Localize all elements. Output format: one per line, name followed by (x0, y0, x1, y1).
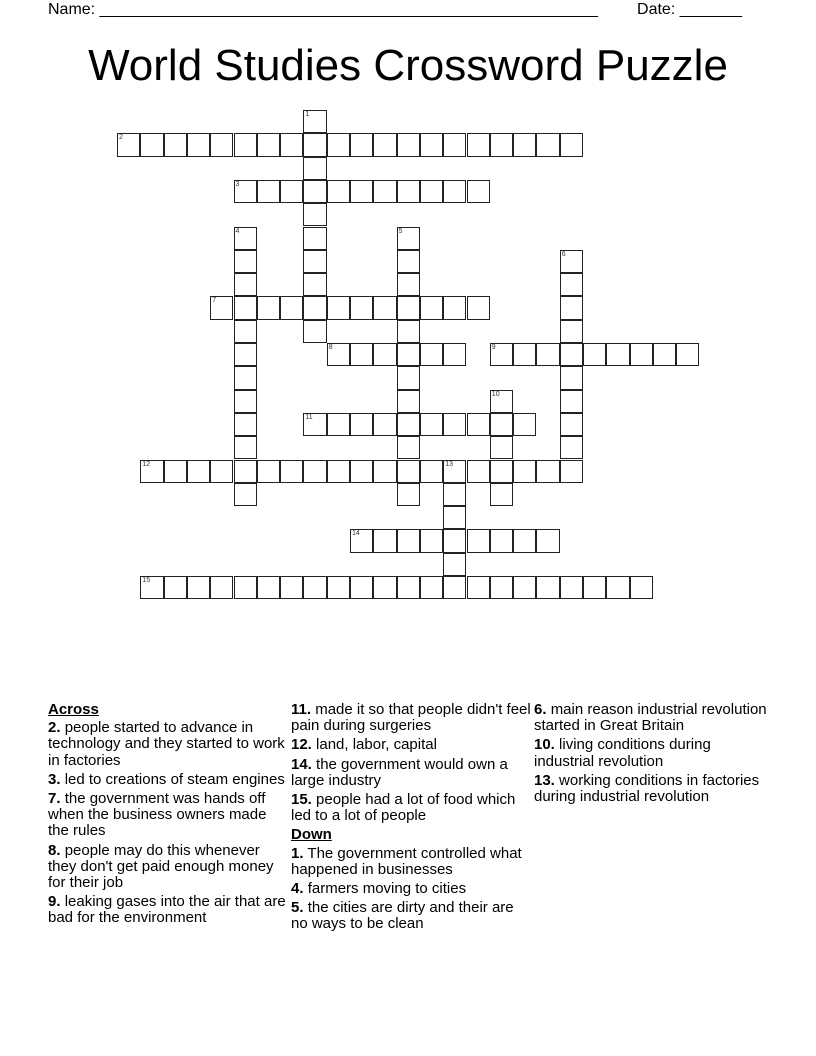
clue-text: farmers moving to cities (307, 880, 467, 898)
clue-across-item (48, 843, 288, 892)
clue-text: people had a lot of food which led to a lot of people (291, 791, 516, 825)
grid-cell[interactable] (327, 413, 350, 436)
grid-cell[interactable] (397, 460, 420, 483)
grid-cell[interactable] (303, 157, 326, 180)
grid-cell[interactable] (234, 296, 257, 319)
grid-cell[interactable] (303, 413, 326, 436)
grid-cell[interactable] (513, 343, 536, 366)
clue-number: 14. (291, 755, 312, 773)
page-title: World Studies Crossword Puzzle (88, 41, 728, 90)
grid-cell[interactable] (350, 576, 373, 599)
grid-cell[interactable] (420, 413, 443, 436)
grid-cell[interactable] (443, 553, 466, 576)
clue-number: 5 (398, 227, 403, 235)
grid-cell[interactable] (303, 460, 326, 483)
grid-cell[interactable] (630, 343, 653, 366)
grid-cell[interactable] (490, 483, 513, 506)
clue-number: 12 (142, 460, 151, 468)
grid-cell[interactable] (443, 506, 466, 529)
clue-across-item (291, 702, 531, 734)
clue-text: people may do this whenever they don't get paid enough money for their job (48, 841, 274, 892)
grid-cell[interactable] (443, 413, 466, 436)
grid-cell[interactable] (490, 436, 513, 459)
grid-cell[interactable] (210, 576, 233, 599)
clue-number: 9 (491, 344, 496, 351)
grid-cell[interactable] (234, 273, 257, 296)
grid-cell[interactable] (280, 133, 303, 156)
grid-cell[interactable] (560, 390, 583, 413)
grid-cell[interactable] (397, 180, 420, 203)
grid-cell[interactable] (373, 296, 396, 319)
clue-down-item (291, 846, 531, 878)
clue-number: 15 (142, 577, 151, 584)
grid-cell[interactable] (513, 133, 536, 156)
grid-cell[interactable] (280, 296, 303, 319)
grid-cell[interactable] (583, 343, 606, 366)
grid-cell[interactable] (327, 133, 350, 156)
grid-cell[interactable] (373, 460, 396, 483)
grid-cell[interactable] (373, 413, 396, 436)
clue-text: main reason industrial revolution started in Great Britain (534, 701, 767, 735)
clue-number: 4. (291, 880, 304, 898)
clue-down-item (534, 773, 774, 805)
grid-cell[interactable] (164, 460, 187, 483)
grid-cell[interactable] (397, 576, 420, 599)
grid-cell[interactable] (630, 576, 653, 599)
clue-number: 14 (352, 530, 360, 538)
grid-cell[interactable] (420, 529, 443, 552)
grid-cell[interactable] (327, 180, 350, 203)
grid-cell[interactable] (327, 576, 350, 599)
grid-cell[interactable] (443, 483, 466, 506)
grid-cell[interactable] (327, 460, 350, 483)
grid-cell[interactable] (373, 576, 396, 599)
clues-column-1 (48, 702, 288, 930)
grid-cell[interactable] (327, 343, 350, 366)
clue-text: made it so that people didn't feel pain during surgeries (291, 701, 531, 735)
grid-cell[interactable] (210, 296, 233, 319)
grid-cell[interactable] (490, 413, 513, 436)
grid-cell[interactable] (397, 273, 420, 296)
grid-cell[interactable] (234, 413, 257, 436)
name-field[interactable]: Name: ________________________________________________________ (48, 1, 598, 18)
grid-cell[interactable] (490, 390, 513, 413)
grid-cell[interactable] (140, 133, 163, 156)
grid-cell[interactable] (560, 366, 583, 389)
grid-cell[interactable] (676, 343, 699, 366)
grid-cell[interactable] (420, 576, 443, 599)
grid-cell[interactable] (373, 180, 396, 203)
crossword-grid (117, 110, 717, 610)
grid-cell[interactable] (303, 133, 326, 156)
name-date-line (48, 0, 742, 20)
grid-cell[interactable] (490, 460, 513, 483)
grid-cell[interactable] (560, 320, 583, 343)
grid-cell[interactable] (443, 343, 466, 366)
grid-cell[interactable] (536, 529, 559, 552)
grid-cell[interactable] (350, 460, 373, 483)
clue-text: The government controlled what happened in businesses (291, 844, 522, 878)
down-heading: Down (291, 826, 332, 844)
clue-number: 12. (291, 736, 312, 754)
grid-cell[interactable] (420, 460, 443, 483)
clue-number: 11. (291, 701, 312, 718)
grid-cell[interactable] (117, 133, 140, 156)
clue-across-item (291, 792, 531, 824)
grid-cell[interactable] (234, 366, 257, 389)
clue-text: living conditions during industrial revolution (534, 736, 711, 770)
clue-number: 13. (534, 771, 555, 789)
grid-cell[interactable] (187, 576, 210, 599)
grid-cell[interactable] (560, 436, 583, 459)
grid-cell[interactable] (560, 413, 583, 436)
grid-cell[interactable] (234, 390, 257, 413)
grid-cell[interactable] (443, 180, 466, 203)
clue-number: 15. (291, 791, 312, 809)
clue-number: 3 (235, 180, 240, 188)
grid-cell[interactable] (560, 133, 583, 156)
clue-down-item (291, 881, 531, 897)
grid-cell[interactable] (443, 460, 466, 483)
grid-cell[interactable] (397, 436, 420, 459)
grid-cell[interactable] (234, 133, 257, 156)
grid-cell[interactable] (234, 250, 257, 273)
grid-cell[interactable] (187, 133, 210, 156)
grid-cell[interactable] (350, 133, 373, 156)
grid-cell[interactable] (397, 390, 420, 413)
grid-cell[interactable] (467, 576, 490, 599)
grid-cell[interactable] (397, 296, 420, 319)
grid-cell[interactable] (513, 529, 536, 552)
grid-cell[interactable] (350, 413, 373, 436)
grid-cell[interactable] (490, 529, 513, 552)
grid-cell[interactable] (303, 203, 326, 226)
clue-number: 10 (491, 390, 500, 398)
grid-cell[interactable] (164, 576, 187, 599)
grid-cell[interactable] (257, 133, 280, 156)
grid-cell[interactable] (234, 483, 257, 506)
grid-cell[interactable] (234, 576, 257, 599)
grid-cell[interactable] (280, 460, 303, 483)
grid-cell[interactable] (467, 529, 490, 552)
grid-cell[interactable] (257, 576, 280, 599)
grid-cell[interactable] (140, 576, 163, 599)
clue-number: 2 (119, 134, 123, 142)
clue-across-item (48, 720, 288, 769)
grid-cell[interactable] (303, 320, 326, 343)
clue-text: people started to advance in technology and they started to work in factories (48, 719, 285, 769)
clue-down-item (534, 737, 774, 769)
grid-cell[interactable] (397, 483, 420, 506)
grid-cell[interactable] (513, 413, 536, 436)
grid-cell[interactable] (397, 320, 420, 343)
grid-cell[interactable] (653, 343, 676, 366)
grid-cell[interactable] (303, 180, 326, 203)
grid-cell[interactable] (234, 227, 257, 250)
grid-cell[interactable] (490, 343, 513, 366)
clue-number: 13 (445, 460, 453, 468)
clue-number: 10. (534, 736, 555, 754)
grid-cell[interactable] (397, 366, 420, 389)
clue-number: 9. (48, 893, 61, 911)
grid-cell[interactable] (140, 460, 163, 483)
grid-cell[interactable] (397, 227, 420, 250)
grid-cell[interactable] (257, 460, 280, 483)
grid-cell[interactable] (560, 250, 583, 273)
clue-across-item (48, 791, 288, 840)
clue-number: 8. (48, 841, 61, 859)
clue-text: the government was hands off when the business owners made the rules (48, 790, 267, 840)
clue-across-item (291, 737, 531, 753)
grid-cell[interactable] (397, 133, 420, 156)
clue-number: 2. (48, 719, 61, 737)
clue-number: 6. (534, 701, 547, 718)
grid-cell[interactable] (280, 576, 303, 599)
grid-cell[interactable] (350, 343, 373, 366)
clues-column-2 (291, 702, 531, 936)
grid-cell[interactable] (513, 460, 536, 483)
grid-cell[interactable] (303, 250, 326, 273)
grid-cell[interactable] (350, 180, 373, 203)
grid-cell[interactable] (397, 529, 420, 552)
grid-cell[interactable] (560, 273, 583, 296)
grid-cell[interactable] (350, 296, 373, 319)
grid-cell[interactable] (234, 460, 257, 483)
grid-cell[interactable] (257, 296, 280, 319)
grid-cell[interactable] (327, 296, 350, 319)
grid-cell[interactable] (467, 180, 490, 203)
grid-cell[interactable] (234, 320, 257, 343)
grid-cell[interactable] (420, 296, 443, 319)
grid-cell[interactable] (536, 343, 559, 366)
clue-number: 8 (328, 344, 333, 351)
grid-cell[interactable] (513, 576, 536, 599)
grid-cell[interactable] (257, 180, 280, 203)
clue-text: the cities are dirty and their are no ways to be clean (291, 899, 514, 933)
clues-column-3 (534, 702, 774, 808)
clue-text: working conditions in factories during industrial revolution (534, 771, 760, 806)
grid-cell[interactable] (490, 576, 513, 599)
clue-number: 1 (305, 111, 310, 118)
clue-number: 4 (235, 227, 240, 235)
grid-cell[interactable] (303, 110, 326, 133)
clue-across-item (48, 894, 288, 926)
grid-cell[interactable] (397, 343, 420, 366)
grid-cell[interactable] (420, 343, 443, 366)
clue-number: 6 (561, 250, 566, 258)
grid-cell[interactable] (443, 576, 466, 599)
grid-cell[interactable] (373, 529, 396, 552)
grid-cell[interactable] (467, 413, 490, 436)
grid-cell[interactable] (234, 180, 257, 203)
grid-cell[interactable] (560, 576, 583, 599)
clue-down-item (291, 900, 531, 932)
grid-cell[interactable] (606, 343, 629, 366)
clue-number: 7 (212, 297, 217, 305)
clue-text: the government would own a large industry (291, 755, 508, 789)
clue-number: 5. (291, 899, 304, 917)
grid-cell[interactable] (373, 343, 396, 366)
grid-cell[interactable] (420, 180, 443, 203)
grid-cell[interactable] (234, 343, 257, 366)
grid-cell[interactable] (583, 576, 606, 599)
date-field[interactable]: Date: _______ (637, 1, 742, 18)
grid-cell[interactable] (443, 133, 466, 156)
grid-cell[interactable] (467, 296, 490, 319)
grid-cell[interactable] (443, 296, 466, 319)
grid-cell[interactable] (467, 133, 490, 156)
clue-number: 11 (305, 413, 313, 421)
clue-down-item (534, 702, 774, 734)
grid-cell[interactable] (560, 460, 583, 483)
grid-cell[interactable] (210, 460, 233, 483)
grid-cell[interactable] (280, 180, 303, 203)
grid-cell[interactable] (536, 460, 559, 483)
clue-number: 7. (48, 790, 61, 808)
grid-cell[interactable] (187, 460, 210, 483)
grid-cell[interactable] (303, 227, 326, 250)
clue-across-item (48, 772, 288, 788)
grid-cell[interactable] (536, 133, 559, 156)
grid-cell[interactable] (420, 133, 443, 156)
grid-cell[interactable] (490, 133, 513, 156)
grid-cell[interactable] (443, 529, 466, 552)
clue-text: land, labor, capital (316, 736, 437, 754)
grid-cell[interactable] (536, 576, 559, 599)
grid-cell[interactable] (467, 460, 490, 483)
grid-cell[interactable] (560, 343, 583, 366)
clue-number: 1. (291, 844, 304, 862)
across-heading: Across (48, 701, 99, 718)
grid-cell[interactable] (350, 529, 373, 552)
grid-cell[interactable] (560, 296, 583, 319)
grid-cell[interactable] (303, 296, 326, 319)
grid-cell[interactable] (373, 133, 396, 156)
grid-cell[interactable] (303, 576, 326, 599)
grid-cell[interactable] (164, 133, 187, 156)
grid-cell[interactable] (397, 250, 420, 273)
grid-cell[interactable] (234, 436, 257, 459)
clue-text: led to creations of steam engines (64, 770, 285, 788)
grid-cell[interactable] (303, 273, 326, 296)
clue-text: leaking gases into the air that are bad for the environment (48, 893, 286, 927)
grid-cell[interactable] (606, 576, 629, 599)
grid-cell[interactable] (397, 413, 420, 436)
clue-number: 3. (48, 770, 61, 788)
grid-cell[interactable] (210, 133, 233, 156)
clue-across-item (291, 757, 531, 789)
